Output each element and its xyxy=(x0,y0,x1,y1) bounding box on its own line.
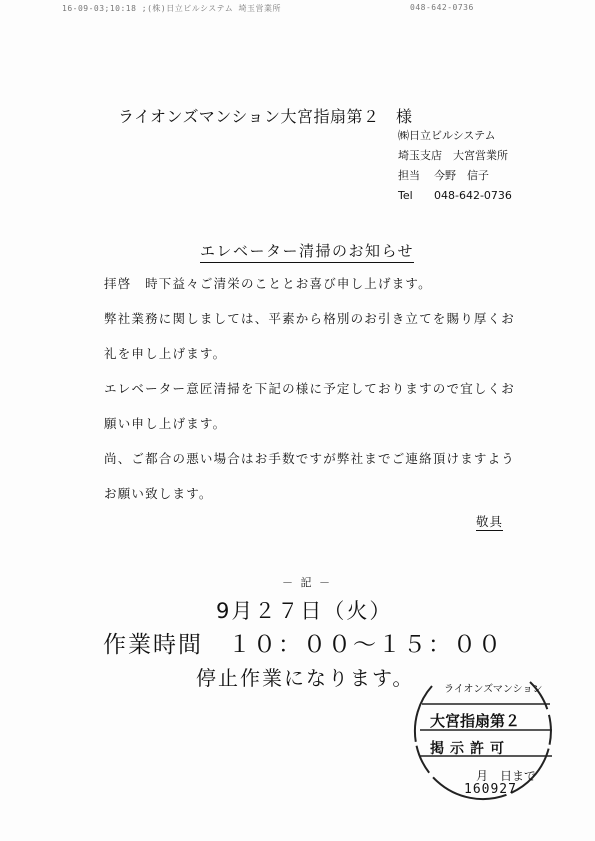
sender-block xyxy=(398,126,512,206)
body-line: 願い申し上げます。 xyxy=(104,416,227,431)
notice-body xyxy=(104,269,524,514)
sender-person-role: 担当 xyxy=(398,169,420,182)
sender-tel-number: 048-642-0736 xyxy=(434,189,512,202)
posting-permission-stamp xyxy=(410,668,560,818)
body-line: 弊社業務に関しましては、平素から格別のお引き立てを賜り厚くお xyxy=(104,311,516,326)
sender-tel xyxy=(398,186,512,206)
body-line: 礼を申し上げます。 xyxy=(104,346,227,361)
stamp-line-1: ライオンズマンション xyxy=(444,684,543,695)
stamp-line-5: 160927 xyxy=(464,782,517,797)
stamp-line-4: 月 日まで xyxy=(476,769,537,783)
fax-header-left: 16-09-03;10:18 ;(株)日立ビルシステム 埼玉営業所 xyxy=(62,4,282,13)
sender-branch: 埼玉支店 大宮営業所 xyxy=(398,149,508,162)
sender-person-name: 今野 信子 xyxy=(434,169,489,182)
notice-title: エレベーター清掃のお知らせ xyxy=(200,240,414,263)
stamp-line-2: 大宮指扇第２ xyxy=(430,712,521,730)
sender-company: ㈱日立ビルシステム xyxy=(398,129,496,142)
body-line: 拝啓 時下益々ご清栄のこととお喜び申し上げます。 xyxy=(104,276,432,291)
sender-person xyxy=(398,166,512,186)
stop-note: 停止作業になります。 xyxy=(196,666,415,690)
addressee: ライオンズマンション大宮指扇第２ 様 xyxy=(118,107,413,126)
sender-tel-label: Tel xyxy=(398,189,413,202)
work-time: 作業時間 １０：００～１５：００ xyxy=(103,632,503,658)
body-line: お願い致します。 xyxy=(104,486,213,501)
body-line: 尚、ご都合の悪い場合はお手数ですが弊社までご連絡頂けますよう xyxy=(104,451,516,466)
closing-keigu: 敬具 xyxy=(476,514,504,529)
work-date: 9月２７日（火） xyxy=(216,599,393,623)
fax-header-right: 048-642-0736 xyxy=(410,3,474,12)
record-label: － 記 － xyxy=(282,576,332,589)
stamp-line-3: 掲示許可 xyxy=(430,741,510,757)
body-line: エレベーター意匠清掃を下記の様に予定しておりますので宜しくお xyxy=(104,381,516,396)
